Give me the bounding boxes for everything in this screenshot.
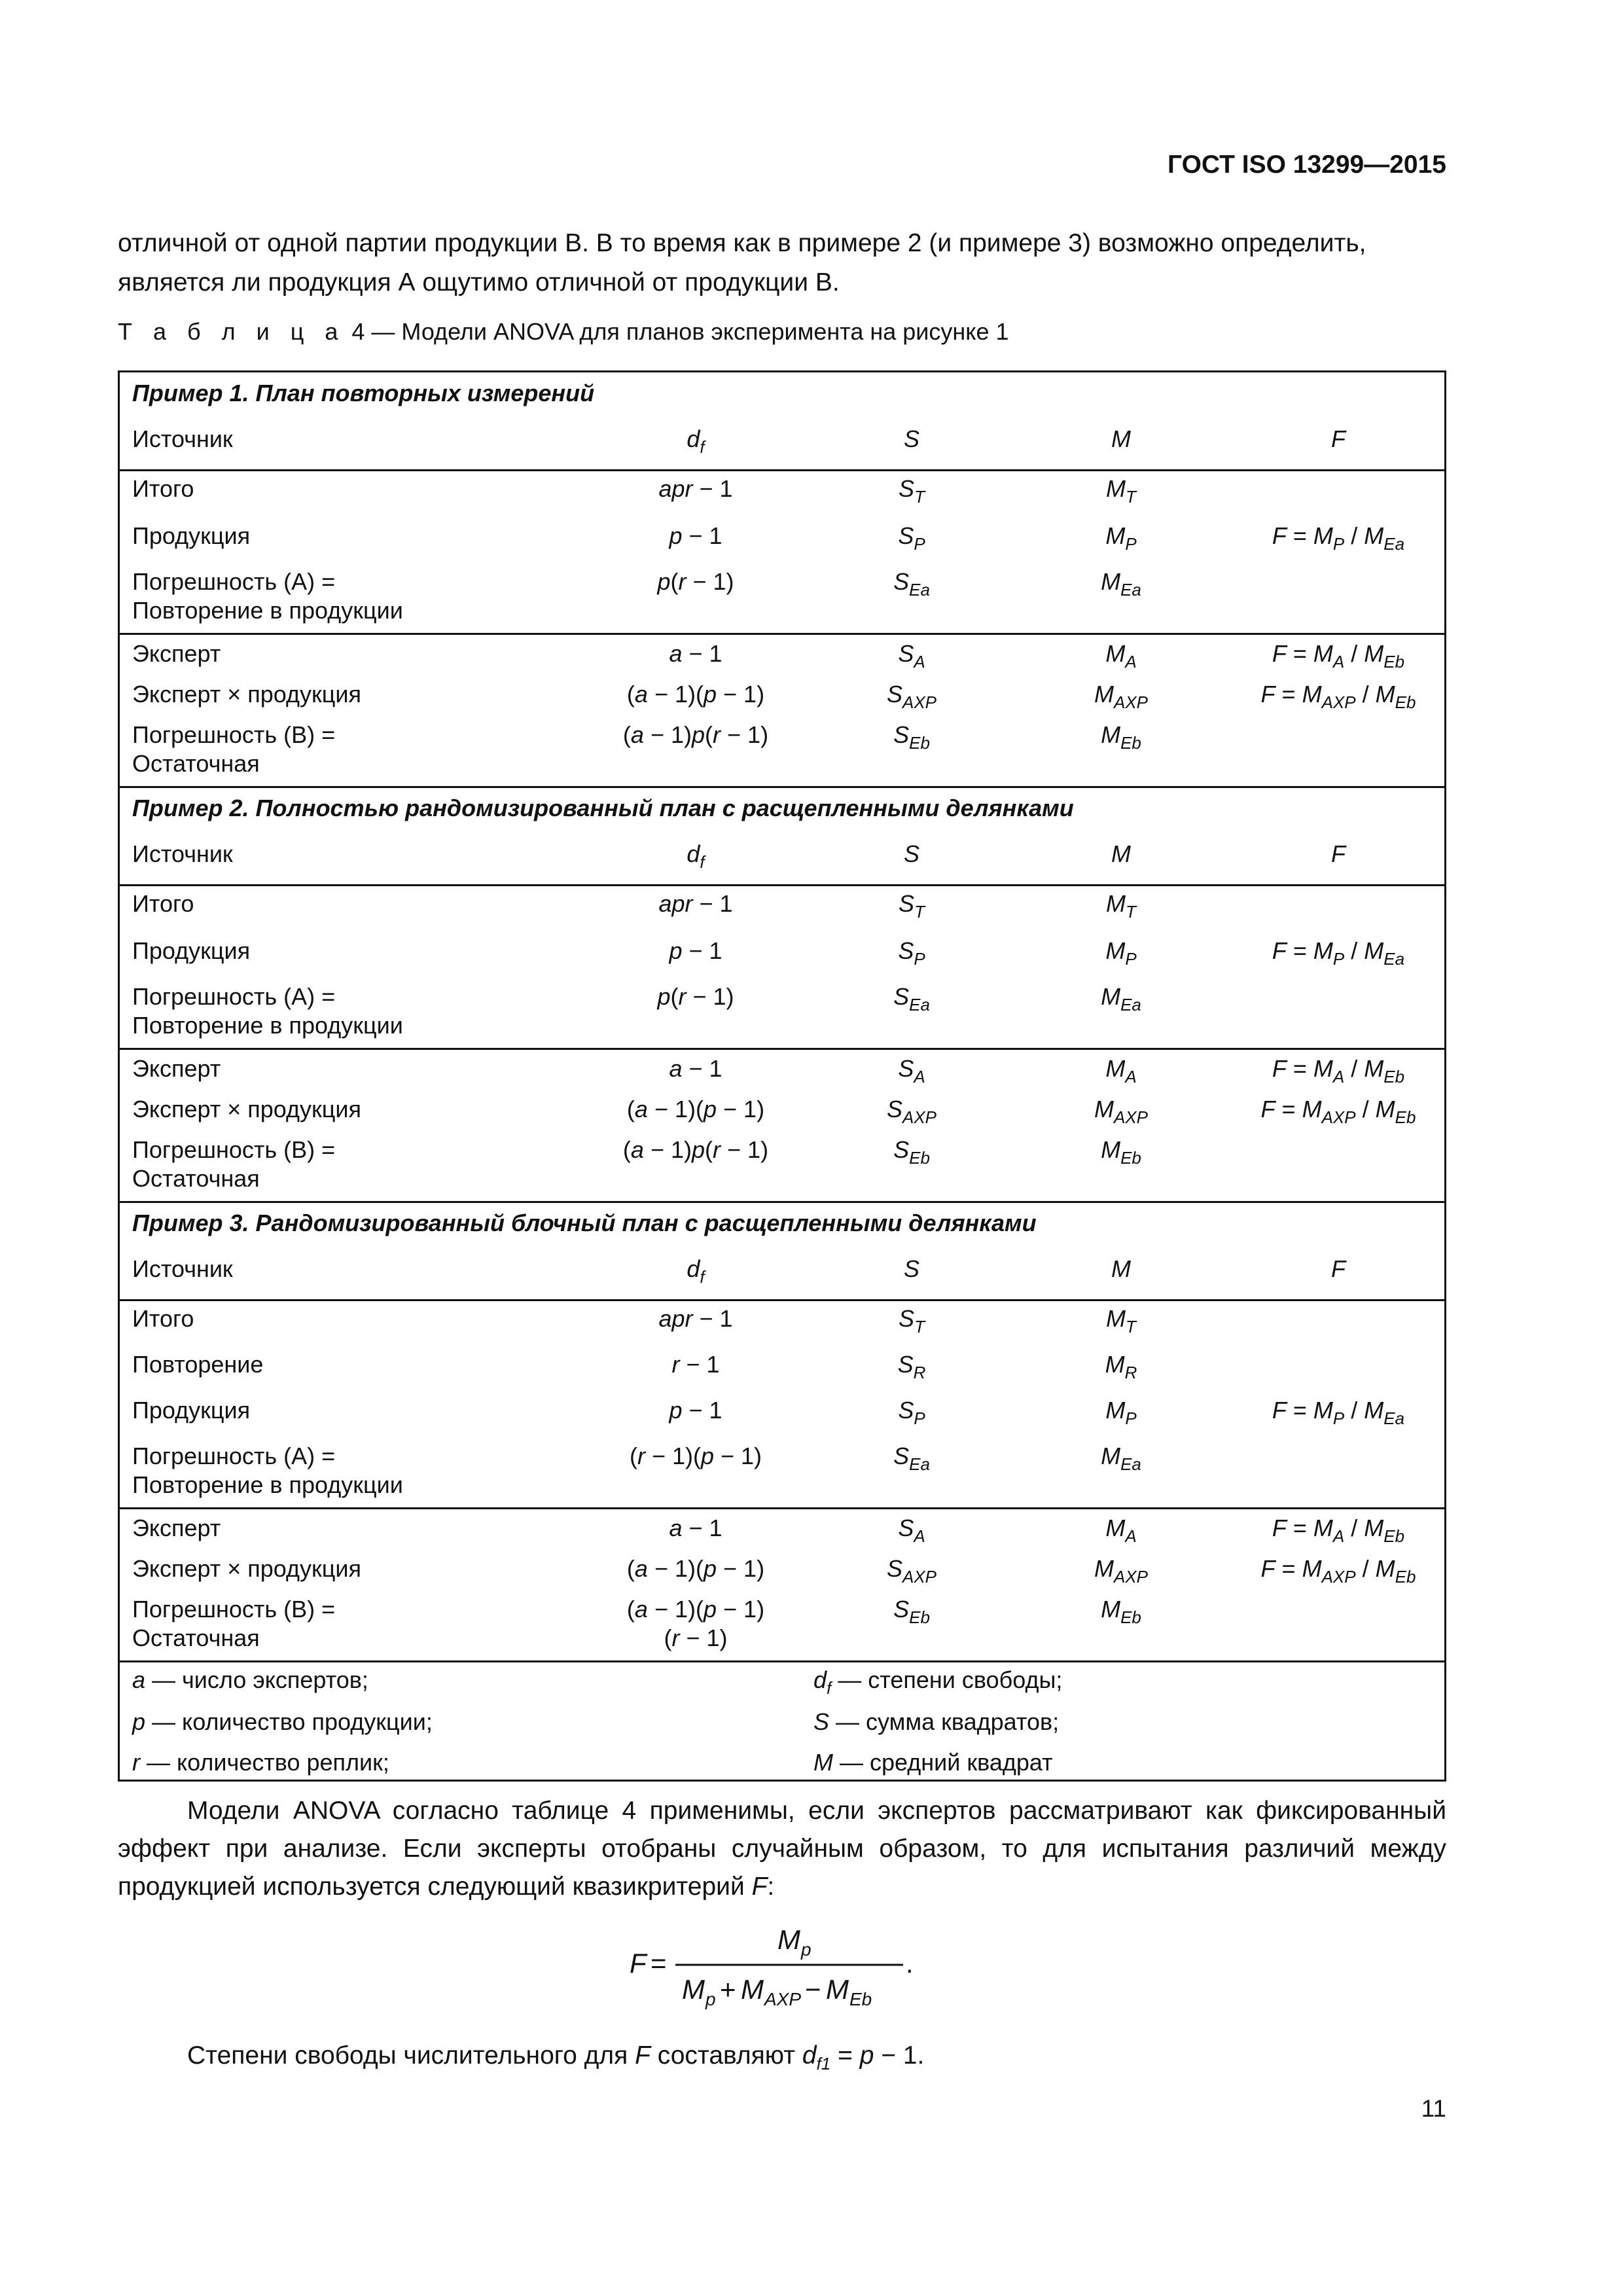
row-m-value: $M_A$ [1105, 1515, 1137, 1546]
row-s-value: $S_A$ [898, 1515, 925, 1546]
row-f-value: $F = M_A / M_{Eb}$ [1272, 1055, 1405, 1086]
row-df-value: p − 1 [669, 1397, 722, 1424]
conclusion-paragraph: Степени свободы числительного для F составляют $d_{f1} = p - 1$. [187, 2041, 925, 2073]
row-df-value: (a − 1)(p − 1) [626, 1096, 765, 1122]
row-m-value: $M_{AXP}$ [1094, 681, 1149, 712]
column-header-f: F [1331, 425, 1346, 452]
row-df-value: p(r − 1) [657, 568, 734, 595]
row-m-value: $M_P$ [1105, 522, 1137, 554]
legend-item: S — сумма квадратов; [813, 1708, 1060, 1735]
row-m-value: $M_P$ [1105, 937, 1137, 969]
row-s-value: $S_A$ [898, 1055, 925, 1086]
table-rule [120, 884, 1444, 886]
column-header-m: M [1111, 840, 1131, 867]
row-df-value: (a − 1)p(r − 1) [622, 721, 769, 748]
row-source-label: Погрешность (A) = Повторение в продукции [132, 568, 403, 624]
row-source-label: Погрешность (A) = Повторение в продукции [132, 983, 403, 1039]
row-source-label: Итого [132, 475, 194, 502]
row-source-label: Эксперт [132, 1055, 221, 1082]
legend-item: r — количество реплик; [132, 1749, 389, 1776]
row-f-value: $F = M_P / M_{Ea}$ [1272, 1397, 1405, 1428]
svg-text:p: p [705, 1989, 716, 2009]
intro-paragraph: отличной от одной партии продукции В. В то время как в примере 2 (и примере 3) возможно определить, является ли продукция А ощутимо отличной от продукции В. [118, 229, 1366, 296]
row-df-value: p − 1 [669, 522, 722, 549]
row-source-label: Продукция [132, 522, 251, 549]
row-s-value: $S_P$ [898, 522, 925, 554]
table-rule [120, 1048, 1444, 1050]
row-s-value: $S_{Eb}$ [893, 721, 930, 753]
column-header-s: S [903, 1255, 920, 1282]
column-header-m: M [1111, 1255, 1131, 1282]
document-standard-id: ГОСТ ISO 13299—2015 [1167, 151, 1446, 179]
row-s-value: $S_T$ [899, 890, 925, 922]
table-rule [120, 1507, 1444, 1509]
svg-text:AXP: AXP [764, 1989, 802, 2009]
formula-graphic [628, 1919, 929, 2011]
table-caption-label: Т а б л и ц а [118, 318, 346, 345]
row-s-value: $S_{AXP}$ [886, 1555, 937, 1587]
row-df-value: a − 1 [669, 1055, 722, 1082]
row-source-label: Эксперт × продукция [132, 681, 362, 708]
svg-text:F: F [630, 1948, 647, 1979]
row-m-value: $M_{Eb}$ [1101, 721, 1141, 753]
column-header-s: S [903, 840, 920, 867]
row-df-value: apr − 1 [658, 1305, 733, 1332]
row-m-value: $M_{Ea}$ [1101, 983, 1141, 1014]
row-source-label: Повторение [132, 1351, 264, 1378]
row-s-value: $S_{AXP}$ [886, 1096, 937, 1127]
svg-text:M: M [826, 1974, 849, 2005]
row-m-value: $M_A$ [1105, 640, 1137, 672]
row-source-label: Продукция [132, 937, 251, 964]
row-s-value: $S_{Ea}$ [893, 568, 930, 600]
row-source-label: Итого [132, 1305, 194, 1332]
row-s-value: $S_T$ [899, 1305, 925, 1336]
row-s-value: $S_{Ea}$ [893, 1443, 930, 1474]
legend-item: a — число экспертов; [132, 1666, 368, 1693]
row-f-value: $F = M_P / M_{Ea}$ [1272, 937, 1405, 969]
table-caption [118, 315, 1446, 348]
row-f-value: $F = M_P / M_{Ea}$ [1272, 522, 1405, 554]
column-header-df: $d_f$ [687, 840, 705, 872]
row-df-value: (r − 1)(p − 1) [629, 1443, 762, 1469]
row-m-value: $M_{Eb}$ [1101, 1596, 1141, 1627]
row-df-value: (a − 1)(p − 1) [626, 1555, 765, 1582]
row-s-value: $S_{AXP}$ [886, 681, 937, 712]
column-header-f: F [1331, 840, 1346, 867]
legend-item: p — количество продукции; [132, 1708, 433, 1735]
row-source-label: Эксперт [132, 640, 221, 667]
anova-table [118, 370, 1446, 1782]
column-header-df: $d_f$ [687, 1255, 705, 1287]
row-df-value: p(r − 1) [657, 983, 734, 1010]
row-df-value: (a − 1)p(r − 1) [622, 1136, 769, 1163]
formula [628, 1919, 929, 2011]
row-s-value: $S_{Eb}$ [893, 1596, 930, 1627]
row-s-value: $S_{Eb}$ [893, 1136, 930, 1168]
svg-text:M: M [741, 1974, 764, 2005]
row-df-value: a − 1 [669, 1515, 722, 1541]
table-rule [120, 1201, 1444, 1203]
body-paragraph: Модели ANOVA согласно таблице 4 применимы, если экспертов рассматривают как фиксированный эффект при анализе. Если эксперты отобраны случайным образом, то для испытания различий между продукцией используется следующий квазикритерий F: [118, 1797, 1446, 1901]
row-m-value: $M_{Ea}$ [1101, 1443, 1141, 1474]
row-source-label: Погрешность (A) = Повторение в продукции [132, 1443, 403, 1498]
row-f-value: $F = M_{AXP} / M_{Eb}$ [1260, 1555, 1416, 1587]
row-s-value: $S_R$ [897, 1351, 926, 1382]
svg-text:.: . [906, 1948, 914, 1979]
svg-text:=: = [651, 1948, 667, 1979]
row-f-value: $F = M_{AXP} / M_{Eb}$ [1260, 1096, 1416, 1127]
column-header-m: M [1111, 425, 1131, 452]
table-rule [120, 1660, 1444, 1662]
svg-text:M: M [682, 1974, 705, 2005]
page-number: 11 [1421, 2095, 1446, 2122]
table-rule [120, 469, 1444, 471]
table-rule [120, 786, 1444, 788]
row-df-value: a − 1 [669, 640, 722, 667]
row-df-value: apr − 1 [658, 475, 733, 502]
row-m-value: $M_T$ [1106, 1305, 1136, 1336]
column-header-f: F [1331, 1255, 1346, 1282]
row-s-value: $S_A$ [898, 640, 925, 672]
row-f-value: $F = M_A / M_{Eb}$ [1272, 640, 1405, 672]
row-source-label: Эксперт × продукция [132, 1555, 362, 1582]
row-m-value: $M_T$ [1106, 890, 1136, 922]
legend-item: $d_f$ — степени свободы; [813, 1666, 1063, 1698]
svg-text:M: M [777, 1924, 800, 1955]
row-s-value: $S_P$ [898, 1397, 925, 1428]
section-title-example-3: Пример 3. Рандомизированный блочный план с расщепленными делянками [132, 1210, 1037, 1236]
row-source-label: Эксперт × продукция [132, 1096, 362, 1122]
svg-text:p: p [801, 1939, 812, 1960]
row-s-value: $S_P$ [898, 937, 925, 969]
row-m-value: $M_P$ [1105, 1397, 1137, 1428]
row-m-value: $M_{AXP}$ [1094, 1096, 1149, 1127]
svg-text:Eb: Eb [849, 1989, 872, 2009]
column-header-source: Источник [132, 1255, 233, 1282]
column-header-source: Источник [132, 840, 233, 867]
column-header-source: Источник [132, 425, 233, 452]
row-s-value: $S_{Ea}$ [893, 983, 930, 1014]
table-rule [120, 1299, 1444, 1301]
row-m-value: $M_{AXP}$ [1094, 1555, 1149, 1587]
row-m-value: $M_{Ea}$ [1101, 568, 1141, 600]
row-source-label: Эксперт [132, 1515, 221, 1541]
row-df-value: apr − 1 [658, 890, 733, 917]
row-source-label: Продукция [132, 1397, 251, 1424]
row-df-value: p − 1 [669, 937, 722, 964]
svg-text:−: − [805, 1974, 821, 2005]
row-source-label: Погрешность (B) = Остаточная [132, 721, 336, 777]
table-rule [120, 633, 1444, 635]
section-title-example-1: Пример 1. План повторных измерений [132, 380, 595, 406]
row-source-label: Итого [132, 890, 194, 917]
table-caption-text: 4 — Модели ANOVA для планов эксперимента на рисунке 1 [345, 318, 1009, 345]
column-header-df: $d_f$ [687, 425, 705, 457]
row-df-value: (a − 1)(p − 1) (r − 1) [626, 1596, 765, 1651]
row-f-value: $F = M_{AXP} / M_{Eb}$ [1260, 681, 1416, 712]
row-m-value: $M_A$ [1105, 1055, 1137, 1086]
row-m-value: $M_R$ [1105, 1351, 1137, 1382]
section-title-example-2: Пример 2. Полностью рандомизированный план с расщепленными делянками [132, 795, 1074, 821]
column-header-s: S [903, 425, 920, 452]
row-m-value: $M_{Eb}$ [1101, 1136, 1141, 1168]
legend-item: M — средний квадрат [813, 1749, 1053, 1776]
svg-text:+: + [720, 1974, 736, 2005]
row-source-label: Погрешность (B) = Остаточная [132, 1596, 336, 1651]
row-m-value: $M_T$ [1106, 475, 1136, 507]
row-source-label: Погрешность (B) = Остаточная [132, 1136, 336, 1192]
row-f-value: $F = M_A / M_{Eb}$ [1272, 1515, 1405, 1546]
row-s-value: $S_T$ [899, 475, 925, 507]
row-df-value: r − 1 [671, 1351, 720, 1378]
row-df-value: (a − 1)(p − 1) [626, 681, 765, 708]
